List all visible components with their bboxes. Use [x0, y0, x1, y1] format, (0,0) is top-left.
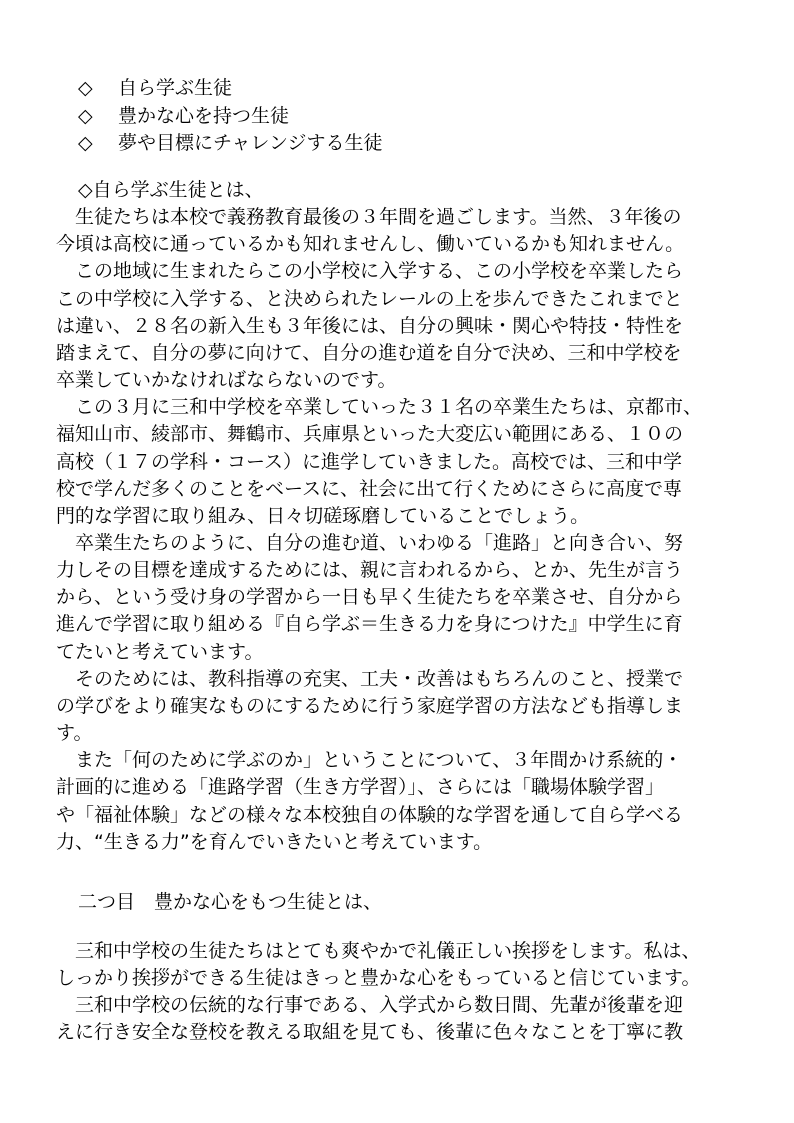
goal-item: [78, 104, 289, 128]
diamond-bullet-icon: ◇: [78, 132, 93, 154]
paragraph-line: そのためには、教科指導の充実、工夫・改善はもちろんのこと、授業で: [56, 668, 684, 690]
goal-text: 豊かな心を持つ生徒: [118, 105, 290, 127]
paragraph-line: この地域に生まれたらこの小学校に入学する、この小学校を卒業したら: [56, 260, 684, 282]
paragraph-line: てたいと考えています。: [56, 641, 264, 663]
diamond-bullet-icon: ◇: [78, 105, 93, 127]
paragraph-line: や「福祉体験」などの様々な本校独自の体験的な学習を通して自ら学べる: [56, 804, 684, 826]
paragraph-line: す。: [56, 722, 93, 744]
paragraph-line: えに行き安全な登校を教える取組を見ても、後輩に色々なことを丁寧に教: [56, 1021, 684, 1043]
diamond-bullet-icon: ◇: [78, 77, 93, 99]
paragraph-line: 校で学んだ多くのことをベースに、社会に出て行くためにさらに高度で専: [56, 478, 683, 500]
paragraph-line: の学びをより確実なものにするために行う家庭学習の方法なども指導しま: [56, 695, 684, 717]
paragraph-line: 三和中学校の生徒たちはとても爽やかで礼儀正しい挨拶をします。私は、: [56, 940, 701, 962]
paragraph-line: また「何のために学ぶのか」ということについて、３年間かけ系統的・: [56, 749, 683, 771]
paragraph-line: この中学校に入学する、と決められたレールの上を歩んできたこれまでと: [56, 288, 683, 310]
paragraph-line: 高校（１７の学科・コース）に進学していきました。高校では、三和中学: [56, 451, 683, 473]
paragraph-line: 踏まえて、自分の夢に向けて、自分の進む道を自分で決め、三和中学校を: [56, 342, 682, 364]
paragraph-line: 力しその目標を達成するためには、親に言われるから、とか、先生が言う: [56, 559, 684, 581]
section2-heading: 二つ目 豊かな心をもつ生徒とは、: [78, 891, 383, 913]
paragraph-line: 進んで学習に取り組める『自ら学ぶ＝生きる力を身につけた』中学生に育: [56, 613, 683, 635]
paragraph-line: 門的な学習に取り組み、日々切磋琢磨していることでしょう。: [56, 505, 590, 527]
paragraph-line: 力、“生きる力”を育んでいきたいと考えています。: [56, 831, 493, 853]
paragraph-line: は違い、２８名の新入生も３年後には、自分の興味・関心や特技・特性を: [56, 315, 684, 337]
paragraph-line: 計画的に進める「進路学習（生き方学習）」、さらには「職場体験学習」: [56, 776, 665, 798]
paragraph-line: 卒業生たちのように、自分の進む道、いわゆる「進路」と向き合い、努: [56, 532, 684, 554]
paragraph-line: 三和中学校の伝統的な行事である、入学式から数日間、先輩が後輩を迎: [56, 994, 684, 1016]
goal-text: 自ら学ぶ生徒: [118, 77, 233, 99]
paragraph-line: 生徒たちは本校で義務教育最後の３年間を過ごします。当然、３年後の: [56, 206, 682, 228]
paragraph-line: から、という受け身の学習から一日も早く生徒たちを卒業させ、自分から: [56, 586, 683, 608]
section1-heading: ◇自ら学ぶ生徒とは、: [78, 179, 264, 201]
paragraph-line: この３月に三和中学校を卒業していった３１名の卒業生たちは、京都市、: [56, 396, 703, 418]
paragraph-line: 今頃は高校に通っているかも知れませんし、働いているかも知れません。: [56, 233, 685, 255]
paragraph-line: 福知山市、綾部市、舞鶴市、兵庫県といった大変広い範囲にある、１０の: [56, 423, 684, 445]
paragraph-line: しっかり挨拶ができる生徒はきっと豊かな心をもっていると信じています。: [56, 967, 701, 989]
goal-text: 夢や目標にチャレンジする生徒: [118, 132, 383, 154]
goal-item: [78, 76, 232, 100]
goal-item: [78, 131, 382, 155]
paragraph-line: 卒業していかなければならないのです。: [56, 369, 397, 391]
